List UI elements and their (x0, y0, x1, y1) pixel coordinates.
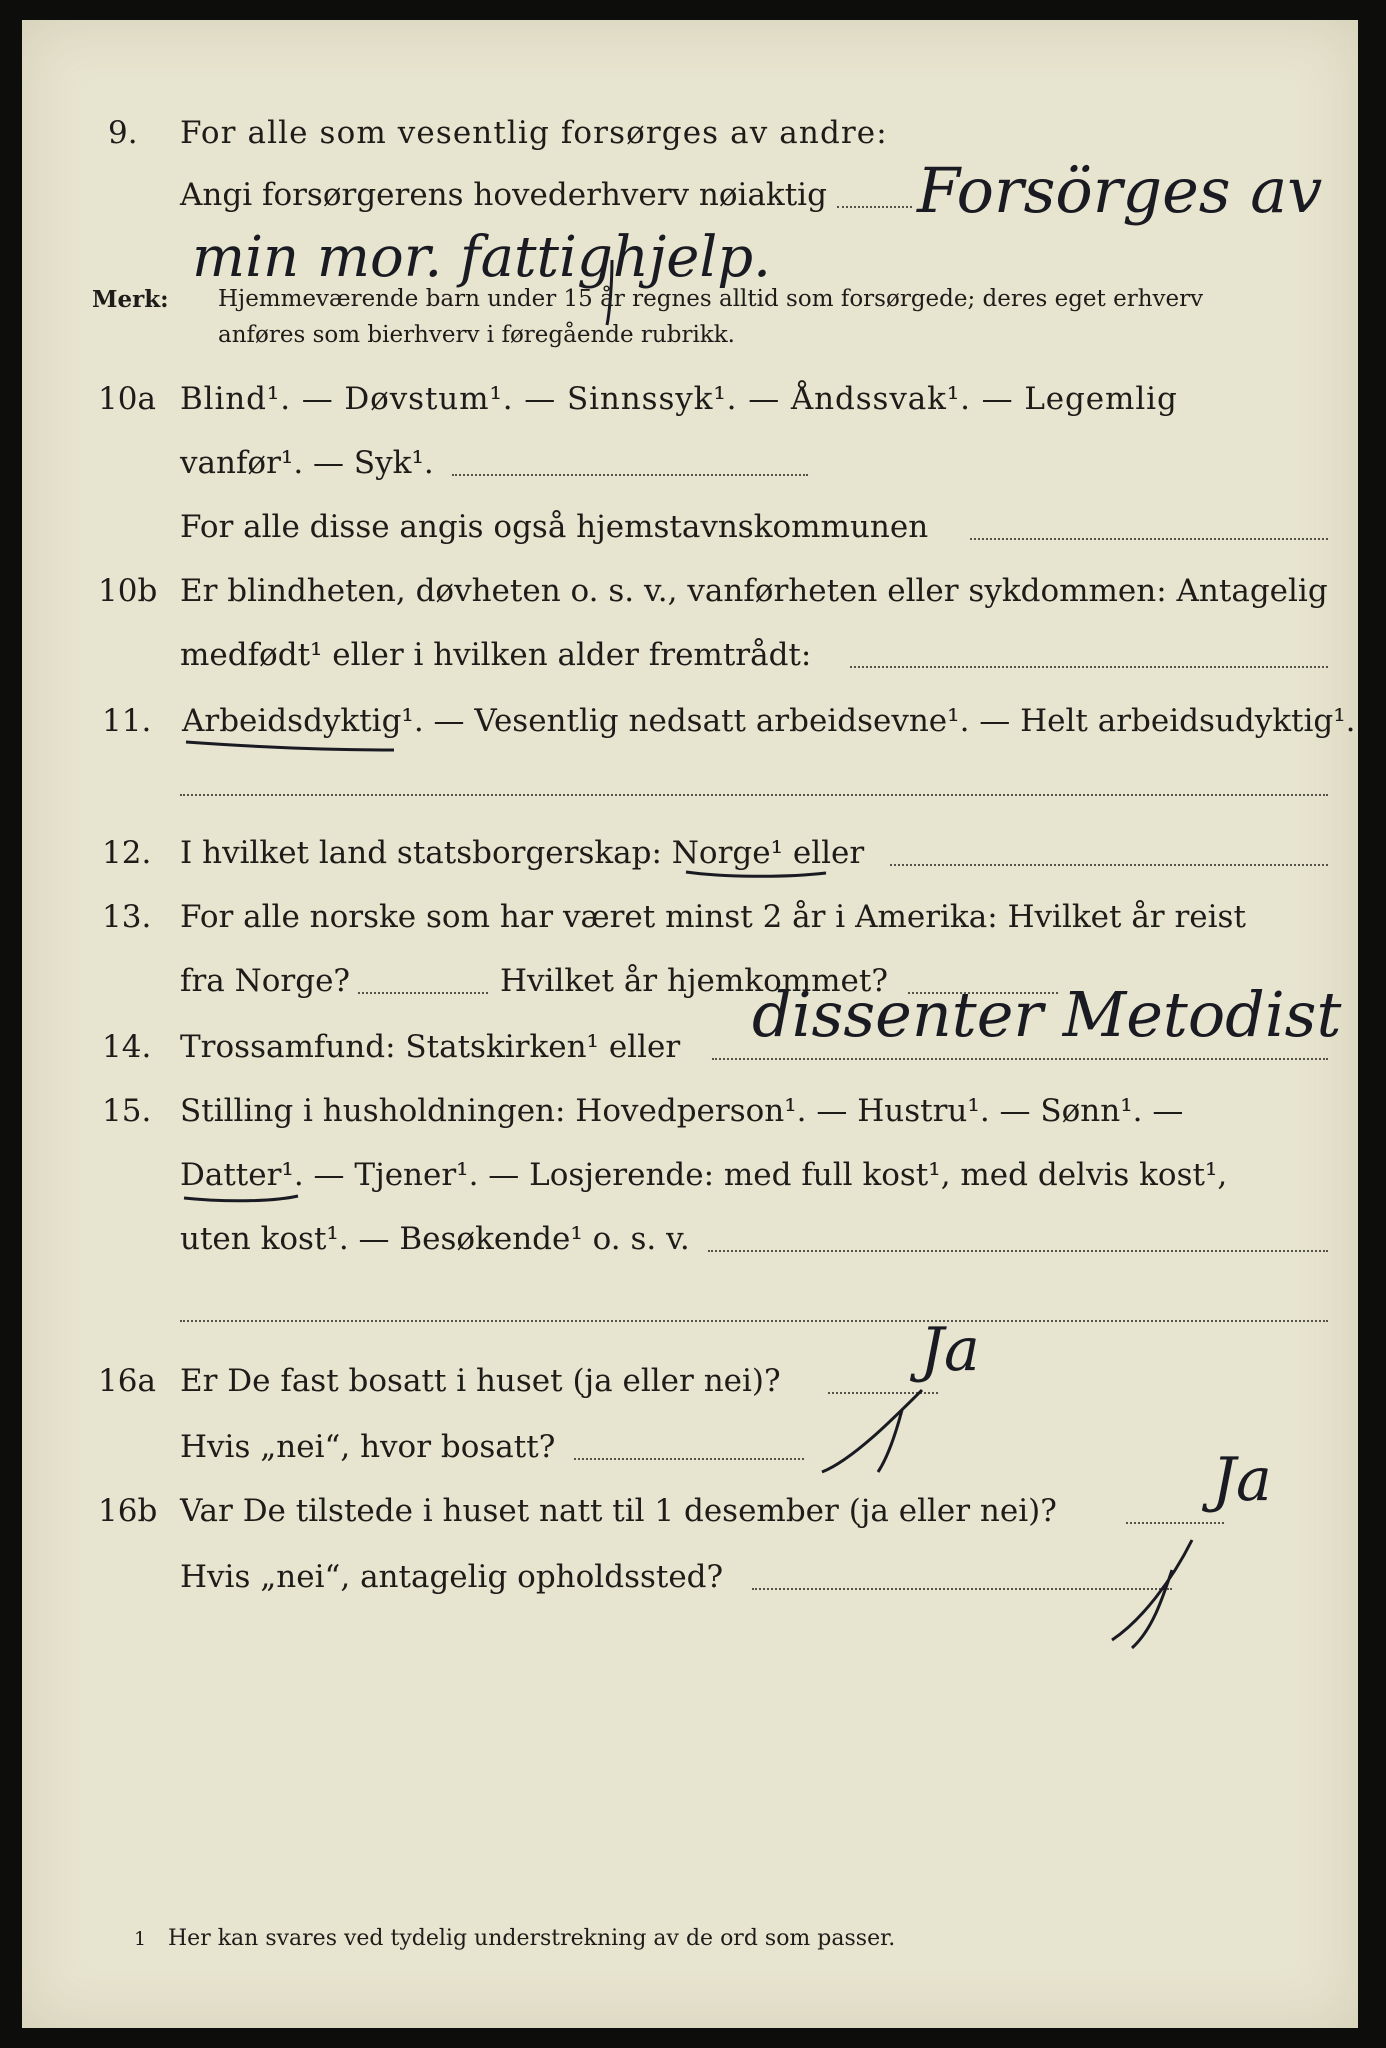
q9-handwritten-answer-b: min mor. fattighjelp. (192, 225, 771, 290)
q16b-number: 16b (98, 1493, 158, 1529)
q12-line1: I hvilket land statsborgerskap: Norge¹ eller (180, 835, 865, 871)
q9-number: 9. (108, 115, 138, 151)
underline-norge (686, 872, 826, 876)
merk-line1: Hjemmeværende barn under 15 år regnes alltid som forsørgede; deres eget erhverv (218, 286, 1204, 312)
ditto-16a (822, 1390, 922, 1472)
q10b-line2: medfødt¹ eller i hvilken alder fremtrådt: (180, 637, 812, 673)
pen-strokes (22, 20, 1358, 2028)
q14-number: 14. (102, 1029, 152, 1065)
q11-number: 11. (102, 703, 152, 739)
q13-number: 13. (102, 899, 152, 935)
q10a-number: 10a (98, 381, 156, 417)
hand-stroke-q9 (607, 260, 612, 325)
q13-line2a: fra Norge? (180, 963, 351, 999)
q11-line1: Arbeidsdyktig¹. — Vesentlig nedsatt arbeidsevne¹. — Helt arbeidsudyktig¹. (182, 703, 1356, 739)
merk-label: Merk: (92, 286, 169, 313)
q15-line3: uten kost¹. — Besøkende¹ o. s. v. (180, 1221, 690, 1257)
q16a-number: 16a (98, 1363, 156, 1399)
q9-handwritten-answer-a: Forsörges av (917, 154, 1323, 227)
q12-number: 12. (102, 835, 152, 871)
underline-arbeidsdyktig (186, 742, 394, 750)
q14-line1: Trossamfund: Statskirken¹ eller (180, 1029, 681, 1065)
ditto-16b (1112, 1540, 1192, 1648)
q9-line2: Angi forsørgerens hovederhverv nøiaktig (180, 177, 827, 213)
footnote-text: Her kan svares ved tydelig understrekning av de ord som passer. (168, 1926, 896, 1951)
q16a-line1: Er De fast bosatt i huset (ja eller nei)? (180, 1363, 781, 1399)
q16a-handwritten-answer: Ja (920, 1315, 980, 1385)
q15-line1: Stilling i husholdningen: Hovedperson¹. — Hustru¹. — Sønn¹. — (180, 1093, 1184, 1129)
q16b-handwritten-answer: Ja (1212, 1445, 1272, 1515)
footnote-mark: 1 (134, 1928, 147, 1950)
q10b-number: 10b (98, 573, 158, 609)
q10a-line2: vanfør¹. — Syk¹. (180, 445, 434, 481)
q16a-line2: Hvis „nei“, hvor bosatt? (180, 1429, 556, 1465)
q16b-line2: Hvis „nei“, antagelig opholdssted? (180, 1559, 724, 1595)
underline-datter (184, 1196, 298, 1201)
merk-line2: anføres som bierhverv i føregående rubrikk. (218, 322, 735, 348)
q10b-line1: Er blindheten, døvheten o. s. v., vanførheten eller sykdommen: Antagelig (180, 573, 1328, 609)
q16b-line1: Var De tilstede i huset natt til 1 desember (ja eller nei)? (180, 1493, 1057, 1529)
census-form-page (22, 20, 1358, 2028)
q10a-line3: For alle disse angis også hjemstavnskommunen (180, 509, 929, 545)
q15-line2: Datter¹. — Tjener¹. — Losjerende: med full kost¹, med delvis kost¹, (180, 1157, 1228, 1193)
q15-number: 15. (102, 1093, 152, 1129)
q10a-line1: Blind¹. — Døvstum¹. — Sinnssyk¹. — Åndssvak¹. — Legemlig (180, 381, 1178, 417)
q13-line1: For alle norske som har været minst 2 år i Amerika: Hvilket år reist (180, 899, 1246, 935)
q14-handwritten-answer: dissenter Metodist (752, 978, 1342, 1051)
q13-line2b: Hvilket år hjemkommet? (500, 963, 888, 999)
q9-line1: For alle som vesentlig forsørges av andre: (180, 115, 888, 151)
